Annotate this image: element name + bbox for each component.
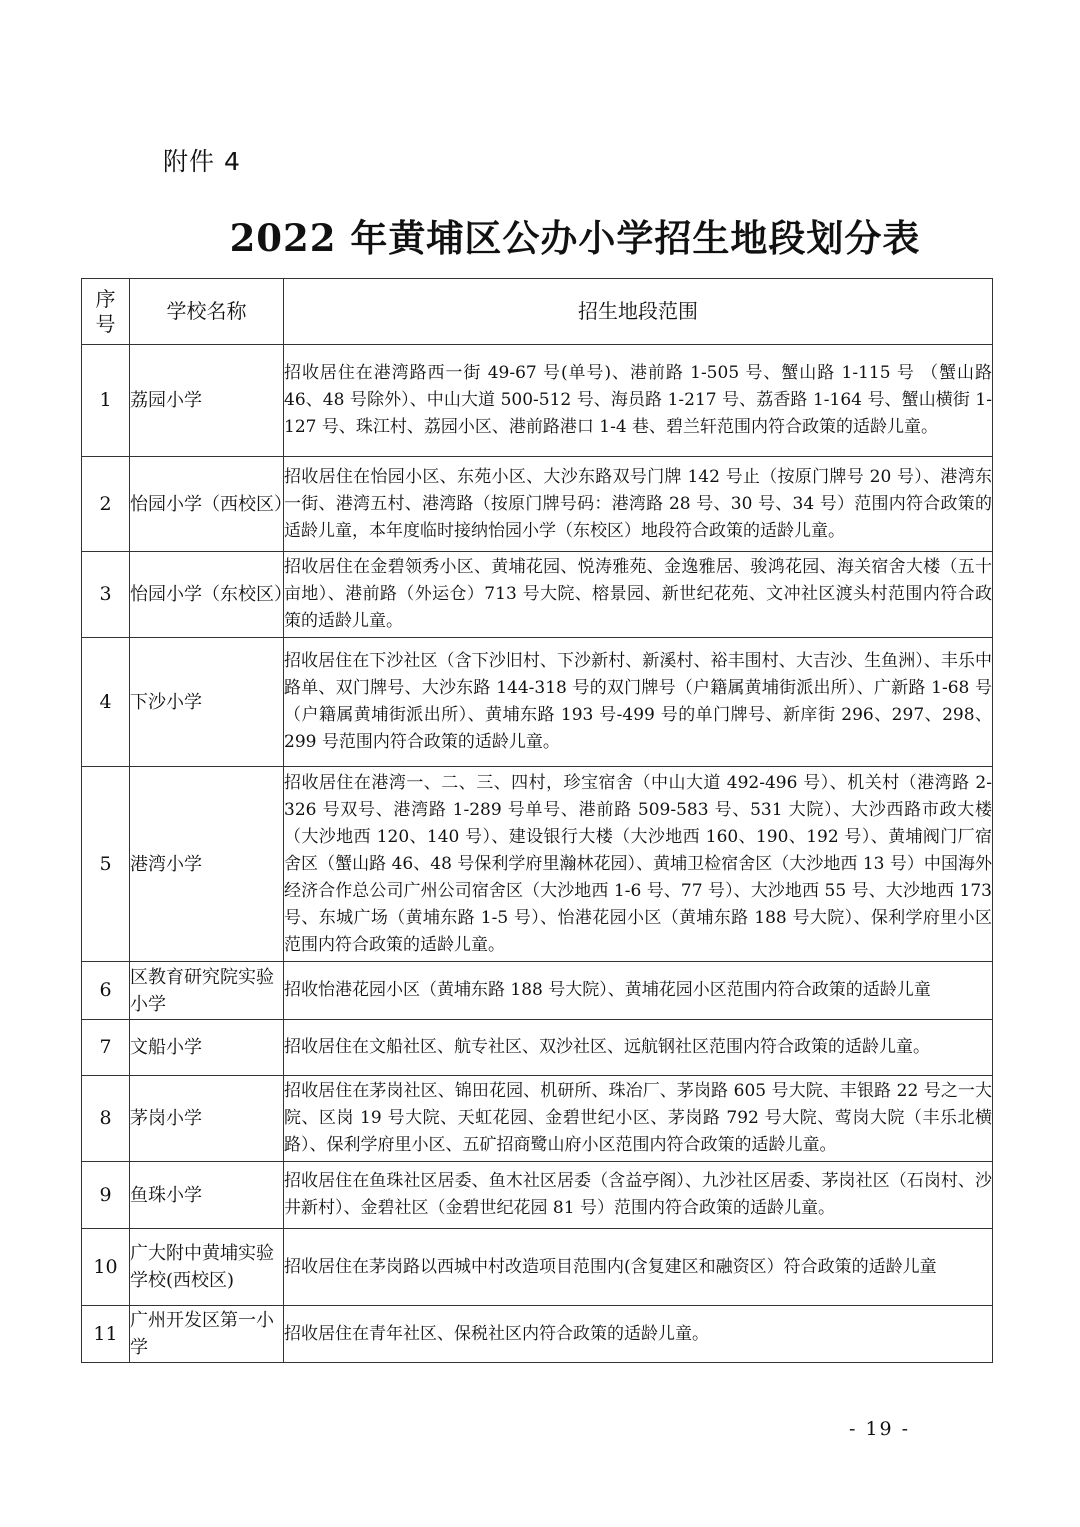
enrollment-range: 招收居住在文船社区、航专社区、双沙社区、远航钢社区范围内符合政策的适龄儿童。: [284, 1020, 993, 1076]
enrollment-range: 招收居住在鱼珠社区居委、鱼木社区居委（含益亭阁）、九沙社区居委、茅岗社区（石岗村、沙井新村）、金碧社区（金碧世纪花园 81 号）范围内符合政策的适龄儿童。: [284, 1162, 993, 1229]
page-number: - 19 -: [849, 1418, 911, 1440]
row-number: 3: [82, 552, 130, 638]
school-name: 广州开发区第一小学: [130, 1306, 284, 1363]
header-number: [82, 279, 130, 345]
row-number: 2: [82, 457, 130, 552]
table-row: [82, 552, 993, 638]
school-name: 文船小学: [130, 1020, 284, 1076]
table-row: [82, 345, 993, 457]
table-row: [82, 962, 993, 1020]
enrollment-range: 招收居住在下沙社区（含下沙旧村、下沙新村、新溪村、裕丰围村、大吉沙、生鱼洲）、丰乐中路单、双门牌号、大沙东路 144-318 号的双门牌号（户籍属黄埔街派出所）、广新路 1-68 号（户籍属黄埔街派出所）、黄埔东路 193 号-499 号的单门牌号、新庠街 296、297、298、299 号范围内符合政策的适龄儿童。: [284, 638, 993, 767]
table-row: [82, 1229, 993, 1306]
header-number-line1: 序: [95, 286, 116, 311]
table-row: [82, 1162, 993, 1229]
row-number: 6: [82, 962, 130, 1020]
enrollment-range: 招收怡港花园小区（黄埔东路 188 号大院）、黄埔花园小区范围内符合政策的适龄儿童: [284, 962, 993, 1020]
enrollment-range: 招收居住在港湾一、二、三、四村，珍宝宿舍（中山大道 492-496 号）、机关村（港湾路 2-326 号双号、港湾路 1-289 号单号、港前路 509-583 号、531 大院）、大沙西路市政大楼（大沙地西 120、140 号）、建设银行大楼（大沙地西 160、190、192 号）、黄埔阀门厂宿舍区（蟹山路 46、48 号保利学府里瀚林花园）、黄埔卫检宿舍区（大沙地西 13 号）中国海外经济合作总公司广州公司宿舍区（大沙地西 1-6 号、77 号）、大沙地西 55 号、大沙地西 173 号、东城广场（黄埔东路 1-5 号）、怡港花园小区（黄埔东路 188 号大院）、保利学府里小区范围内符合政策的适龄儿童。: [284, 767, 993, 962]
enrollment-range: 招收居住在茅岗社区、锦田花园、机研所、珠冶厂、茅岗路 605 号大院、丰银路 22 号之一大院、区岗 19 号大院、天虹花园、金碧世纪小区、茅岗路 792 号大院、莺岗大院（丰乐北横路）、保利学府里小区、五矿招商鹭山府小区范围内符合政策的适龄儿童。: [284, 1076, 993, 1162]
row-number: 1: [82, 345, 130, 457]
table-row: [82, 457, 993, 552]
enrollment-range: 招收居住在金碧领秀小区、黄埔花园、悦涛雅苑、金逸雅居、骏鸿花园、海关宿舍大楼（五十亩地）、港前路（外运仓）713 号大院、榕景园、新世纪花苑、文冲社区渡头村范围内符合政策的适龄儿童。: [284, 552, 993, 638]
header-number-line2: 号: [95, 311, 116, 336]
header-enrollment-range: 招生地段范围: [284, 279, 993, 345]
enrollment-range: 招收居住在怡园小区、东苑小区、大沙东路双号门牌 142 号止（按原门牌号 20 号）、港湾东一街、港湾五村、港湾路（按原门牌号码：港湾路 28 号、30 号、34 号）范围内符合政策的适龄儿童，本年度临时接纳怡园小学（东校区）地段符合政策的适龄儿童。: [284, 457, 993, 552]
row-number: 10: [82, 1229, 130, 1306]
row-number: 7: [82, 1020, 130, 1076]
enrollment-range: 招收居住在青年社区、保税社区内符合政策的适龄儿童。: [284, 1306, 993, 1363]
table-row: [82, 638, 993, 767]
school-name: 下沙小学: [130, 638, 284, 767]
school-name: 区教育研究院实验小学: [130, 962, 284, 1020]
header-school-name: 学校名称: [130, 279, 284, 345]
table-row: [82, 1076, 993, 1162]
attachment-label: 附件 4: [163, 147, 241, 176]
school-name: 广大附中黄埔实验学校(西校区): [130, 1229, 284, 1306]
row-number: 5: [82, 767, 130, 962]
document-title: 2022 年黄埔区公办小学招生地段划分表: [229, 216, 921, 260]
table-row: [82, 1020, 993, 1076]
table-header-row: [82, 279, 993, 345]
enrollment-range: 招收居住在茅岗路以西城中村改造项目范围内(含复建区和融资区）符合政策的适龄儿童: [284, 1229, 993, 1306]
row-number: 4: [82, 638, 130, 767]
enrollment-table: [81, 278, 993, 1363]
school-name: 鱼珠小学: [130, 1162, 284, 1229]
school-name: 荔园小学: [130, 345, 284, 457]
school-name: 怡园小学（西校区）: [130, 457, 284, 552]
school-name: 怡园小学（东校区）: [130, 552, 284, 638]
enrollment-range: 招收居住在港湾路西一街 49-67 号(单号)、港前路 1-505 号、蟹山路 1-115 号 （蟹山路 46、48 号除外）、中山大道 500-512 号、海员路 1-217 号、荔香路 1-164 号、蟹山横街 1-127 号、珠江村、荔园小区、港前路港口 1-4 巷、碧兰轩范围内符合政策的适龄儿童。: [284, 345, 993, 457]
row-number: 11: [82, 1306, 130, 1363]
school-name: 港湾小学: [130, 767, 284, 962]
row-number: 8: [82, 1076, 130, 1162]
school-name: 茅岗小学: [130, 1076, 284, 1162]
table-row: [82, 767, 993, 962]
row-number: 9: [82, 1162, 130, 1229]
table-row: [82, 1306, 993, 1363]
